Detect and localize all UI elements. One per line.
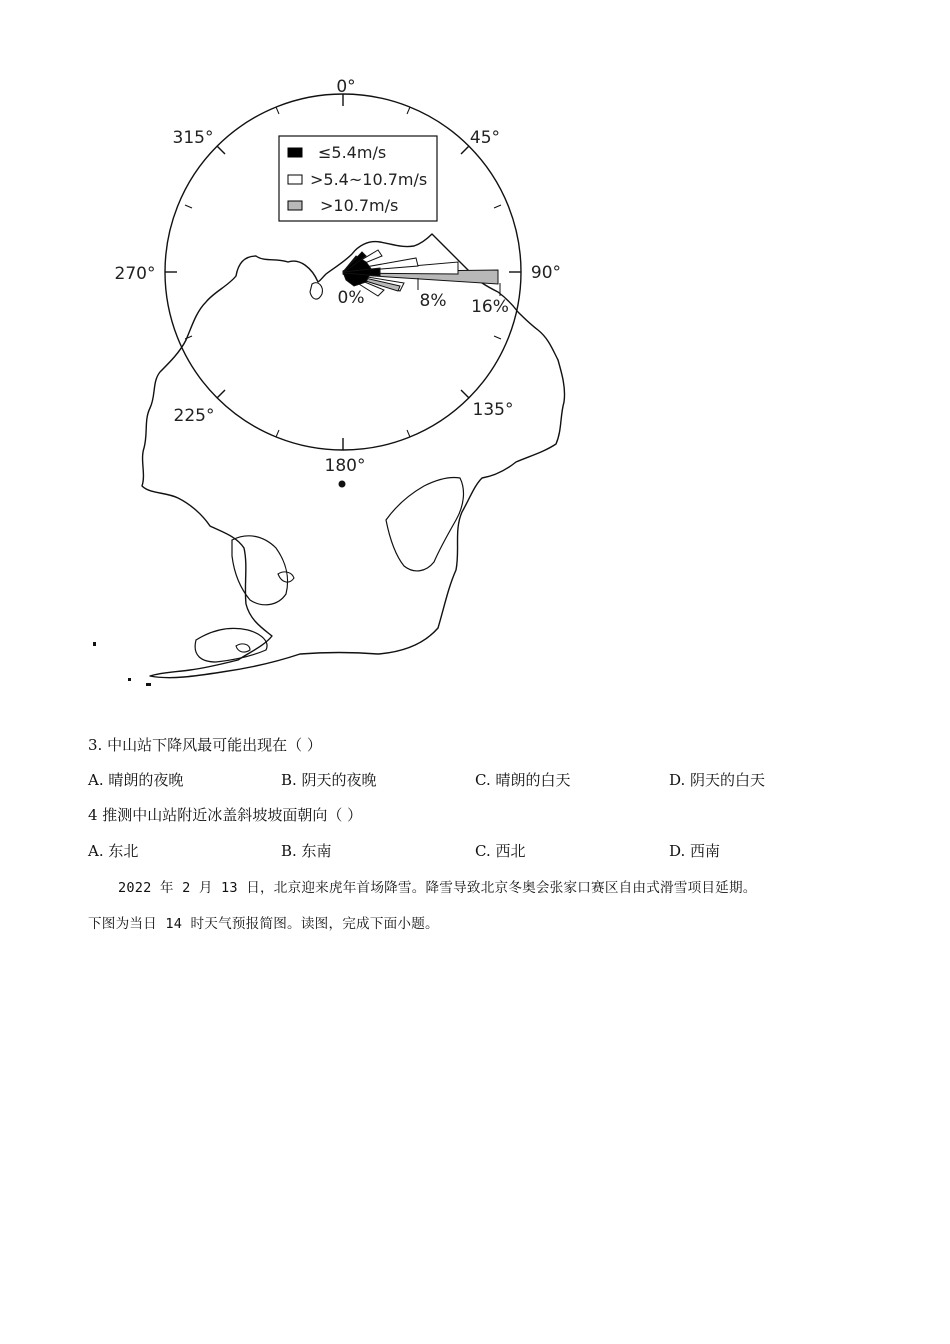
passage-line-2: 下图为当日 14 时天气预报简图。读图，完成下面小题。 [88, 916, 439, 932]
question-4-stem: 4 推测中山站附近冰盖斜坡坡面朝向（ ） [88, 806, 363, 824]
compass-label-135: 135° [472, 400, 514, 420]
weddell-bay-outline [386, 477, 463, 570]
compass-label-315: 315° [172, 128, 214, 148]
compass-label-270: 270° [114, 264, 156, 284]
peninsula-outline [195, 628, 267, 662]
radial-label-0: 0% [337, 288, 365, 308]
island-dot [128, 678, 131, 681]
question-4-option-c: C. 西北 [475, 842, 526, 860]
compass-label-90: 90° [530, 263, 562, 283]
compass-label-0: 0° [336, 77, 356, 97]
wind-rose-petals [343, 250, 498, 296]
question-4-option-d: D. 西南 [669, 842, 721, 860]
question-4-option-b: B. 东南 [281, 842, 332, 860]
legend-swatch-mid [288, 175, 302, 184]
question-3-option-c: C. 晴朗的白天 [475, 771, 571, 789]
question-3-option-b: B. 阴天的夜晚 [281, 771, 377, 789]
question-3-option-a: A. 晴朗的夜晚 [88, 771, 184, 789]
question-3-option-d: D. 阴天的白天 [669, 771, 766, 789]
radial-label-8: 8% [419, 291, 447, 311]
legend-label-mid: >5.4~10.7m/s [310, 170, 428, 189]
island-dot [93, 642, 96, 646]
compass-label-225: 225° [173, 406, 215, 426]
island-3 [310, 283, 322, 299]
compass-label-180: 180° [324, 456, 366, 476]
legend-swatch-high [288, 201, 302, 210]
legend-label-low: ≤5.4m/s [318, 143, 387, 162]
compass-label-45: 45° [469, 128, 501, 148]
passage-line-1: 2022 年 2 月 13 日，北京迎来虎年首场降雪。降雪导致北京冬奥会张家口赛区自由式滑雪项目延期。 [118, 880, 757, 896]
island-2 [236, 644, 250, 652]
question-4-option-a: A. 东北 [88, 842, 139, 860]
ross-bay-outline [232, 536, 288, 605]
radial-label-16: 16% [471, 297, 509, 317]
legend-swatch-low [288, 148, 302, 157]
island-1 [278, 572, 294, 582]
island-dot [146, 683, 151, 686]
legend-label-high: >10.7m/s [320, 196, 399, 215]
station-dot [339, 481, 346, 488]
question-3-stem: 3. 中山站下降风最可能出现在（ ） [88, 736, 322, 754]
